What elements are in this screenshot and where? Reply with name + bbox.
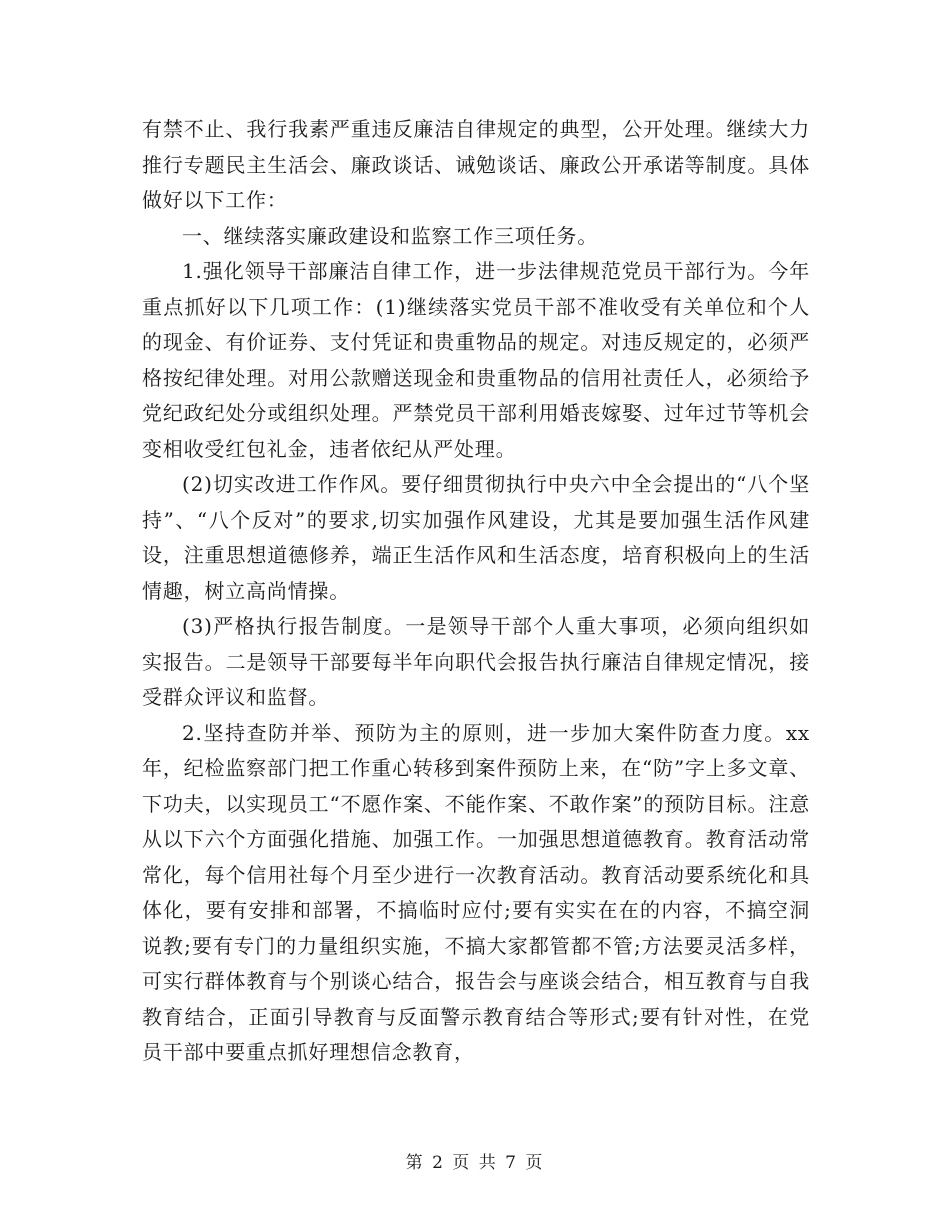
paragraph-item-1: 1.强化领导干部廉洁自律工作，进一步法律规范党员干部行为。今年重点抓好以下几项工作：(1)继续落实党员干部不准收受有关单位和个人的现金、有价证券、支付凭证和贵重物品的规定。对违反规定的，必须严格按纪律处理。对用公款赠送现金和贵重物品的信用社责任人，必须给予党纪政纪处分或组织处理。严禁党员干部利用婚丧嫁娶、过年过节等机会变相收受红包礼金，违者依纪从严处理。 (142, 259, 810, 461)
paragraph-intro: 有禁不止、我行我素严重违反廉洁自律规定的典型，公开处理。继续大力推行专题民主生活会、廉政谈话、诫勉谈话、廉政公开承诺等制度。具体做好以下工作： (142, 117, 810, 212)
paragraph-section-heading: 一、继续落实廉政建设和监察工作三项任务。 (182, 223, 598, 248)
document-body (142, 112, 810, 1071)
page-number-footer: 第 2 页 共 7 页 (405, 1153, 545, 1173)
paragraph-item-2: 2.坚持查防并举、预防为主的原则，进一步加大案件防查力度。xx年，纪检监察部门把工作重心转移到案件预防上来，在“防”字上多文章、下功夫，以实现员工“不愿作案、不能作案、不敢作案”的预防目标。注意从以下六个方面强化措施、加强工作。一加强思想道德教育。教育活动常常化，每个信用社每个月至少进行一次教育活动。教育活动要系统化和具体化，要有安排和部署，不搞临时应付;要有实实在在的内容，不搞空洞说教;要有专门的力量组织实施，不搞大家都管都不管;方法要灵活多样，可实行群体教育与个别谈心结合，报告会与座谈会结合，相互教育与自我教育结合，正面引导教育与反面警示教育结合等形式;要有针对性，在党员干部中要重点抓好理想信念教育， (142, 720, 810, 1064)
paragraph-item-1-3: (3)严格执行报告制度。一是领导干部个人重大事项，必须向组织如实报告。二是领导干部要每半年向职代会报告执行廉洁自律规定情况，接受群众评议和监督。 (142, 614, 810, 709)
paragraph-item-1-2: (2)切实改进工作作风。要仔细贯彻执行中央六中全会提出的“八个坚持”、“八个反对”的要求,切实加强作风建设，尤其是要加强生活作风建设，注重思想道德修养，端正生活作风和生活态度，培育积极向上的生活情趣，树立高尚情操。 (142, 472, 810, 603)
